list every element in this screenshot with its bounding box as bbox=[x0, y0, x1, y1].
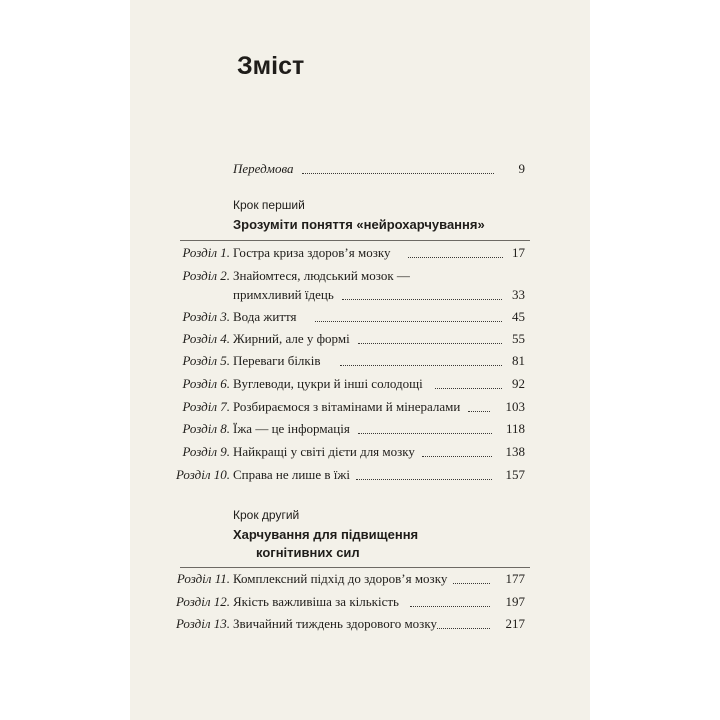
toc-entry-text: Передмова bbox=[233, 161, 294, 176]
toc-entry-page: 45 bbox=[512, 309, 525, 324]
leader-dots bbox=[422, 456, 492, 457]
toc-entry-text: примхливий їдець bbox=[233, 287, 334, 302]
toc-entry-page: 197 bbox=[505, 594, 525, 609]
part-title: Зрозуміти поняття «нейрохарчування» bbox=[233, 217, 485, 232]
toc-entry-text: Переваги білків bbox=[233, 353, 321, 368]
chapter-label: Розділ 1. bbox=[182, 245, 230, 260]
chapter-label: Розділ 7. bbox=[182, 399, 230, 414]
leader-dots bbox=[342, 299, 502, 300]
toc-entry-text: Найкращі у світі дієти для мозку bbox=[233, 444, 415, 459]
toc-entry-text: Справа не лише в їжі bbox=[233, 467, 350, 482]
toc-entry-text: Вода життя bbox=[233, 309, 297, 324]
chapter-label: Розділ 5. bbox=[182, 353, 230, 368]
toc-entry-text: Розбираємося з вітамінами й мінералами bbox=[233, 399, 461, 414]
toc-entry-page: 118 bbox=[505, 421, 525, 436]
part-label: Крок другий bbox=[233, 508, 300, 522]
leader-dots bbox=[340, 365, 502, 366]
leader-dots bbox=[358, 433, 492, 434]
toc-entry-page: 157 bbox=[505, 467, 525, 482]
toc-entry-page: 55 bbox=[512, 331, 525, 346]
part-title-line-2: когнітивних сил bbox=[256, 545, 360, 560]
page-title: Зміст bbox=[237, 52, 305, 80]
section-rule bbox=[180, 567, 530, 568]
toc-entry-page: 33 bbox=[512, 287, 525, 302]
toc-entry-page: 217 bbox=[505, 616, 525, 631]
toc-entry-text: Вуглеводи, цукри й інші солодощі bbox=[233, 376, 423, 391]
leader-dots bbox=[358, 343, 502, 344]
toc-entry-page: 138 bbox=[505, 444, 525, 459]
chapter-label: Розділ 2. bbox=[182, 268, 230, 283]
chapter-label: Розділ 9. bbox=[182, 444, 230, 459]
toc-entry-text: Звичайний тиждень здорового мозку bbox=[233, 616, 437, 631]
toc-entry-text: Якість важливіша за кількість bbox=[233, 594, 399, 609]
part-title-line-1: Харчування для підвищення bbox=[233, 527, 419, 542]
chapter-label: Розділ 12. bbox=[175, 594, 230, 609]
toc-entry-text: Комплексний підхід до здоров’я мозку bbox=[233, 571, 448, 586]
chapter-label: Розділ 4. bbox=[182, 331, 230, 346]
leader-dots bbox=[410, 606, 490, 607]
chapter-label: Розділ 3. bbox=[182, 309, 230, 324]
toc-entry-text: Гостра криза здоров’я мозку bbox=[233, 245, 391, 260]
part-label: Крок перший bbox=[233, 198, 305, 212]
chapter-label: Розділ 6. bbox=[182, 376, 230, 391]
toc-entry-page: 81 bbox=[512, 353, 525, 368]
chapter-label: Розділ 10. bbox=[175, 467, 230, 482]
book-page bbox=[130, 0, 590, 720]
toc-entry-text: Жирний, але у формі bbox=[233, 331, 350, 346]
toc-entry-page: 103 bbox=[505, 399, 525, 414]
toc-entry-page: 9 bbox=[518, 161, 525, 176]
toc-entry-text: Знайомтеся, людський мозок — bbox=[233, 268, 410, 283]
toc-entry-page: 177 bbox=[505, 571, 525, 586]
toc-entry-text: Їжа — це інформація bbox=[233, 421, 350, 436]
toc-entry-page: 92 bbox=[512, 376, 525, 391]
leader-dots bbox=[437, 628, 490, 629]
chapter-label: Розділ 8. bbox=[182, 421, 230, 436]
leader-dots bbox=[302, 173, 494, 174]
chapter-label: Розділ 13. bbox=[175, 616, 230, 631]
chapter-label: Розділ 11. bbox=[176, 571, 230, 586]
leader-dots bbox=[356, 479, 492, 480]
toc-entry-page: 17 bbox=[512, 245, 525, 260]
leader-dots bbox=[315, 321, 502, 322]
section-rule bbox=[180, 240, 530, 241]
